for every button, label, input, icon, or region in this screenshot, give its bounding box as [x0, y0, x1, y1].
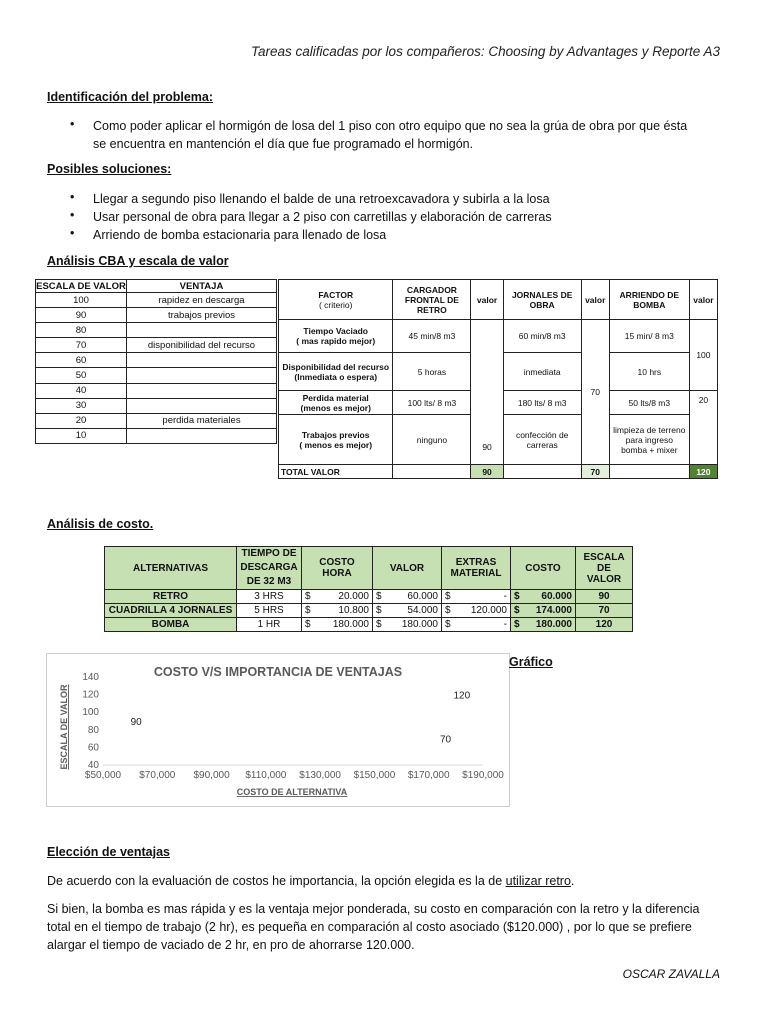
cba-factor-table	[278, 279, 718, 479]
x-tick-label: $50,000	[84, 770, 122, 781]
scale-cell: 120	[576, 618, 633, 632]
author-name: OSCAR ZAVALLA	[622, 967, 720, 981]
paragraph-line: alargar el tiempo de vaciado de 2 hr, en pro de ahorrarse 120.000.	[47, 938, 415, 952]
x-tick-label: $130,000	[299, 770, 342, 781]
advantage-text	[127, 353, 277, 368]
choice-heading: Elección de ventajas	[47, 845, 170, 859]
total-label: TOTAL VALOR	[279, 465, 393, 479]
table-row	[36, 308, 277, 323]
factor-cell: Trabajos previos ( menos es mejor)	[279, 415, 393, 465]
cost-cell: $ 60.000	[511, 590, 576, 604]
y-tick-label: 120	[82, 689, 99, 701]
solution-item: Usar personal de obra para llegar a 2 piso con carretillas y elaboración de carreras	[93, 210, 552, 224]
scale-value: 100	[36, 293, 127, 308]
choice-paragraph	[47, 900, 727, 954]
x-tick-label: $70,000	[139, 770, 176, 781]
extras-cell: $ -	[442, 618, 511, 632]
cba-heading: Análisis CBA y escala de valor	[47, 254, 229, 268]
problem-bullet-line1: Como poder aplicar el hormigón de losa del 1 piso con otro equipo que no sea la grúa de obra por que ésta	[93, 119, 688, 133]
alt-bomba-header: ARRIENDO DE BOMBA	[609, 280, 689, 320]
value-scale-table	[35, 279, 277, 444]
total-jornales: 70	[581, 465, 609, 479]
scale-cell: 70	[576, 604, 633, 618]
paragraph-line: total en el tiempo de trabajo (2 hr), es pequeña en comparación al costo asociado ($120.000) , por lo que se prefiere	[47, 920, 692, 934]
bomba-value-1: 100	[689, 320, 717, 391]
x-tick-label: $190,000	[462, 770, 504, 781]
advantage-text	[127, 383, 277, 398]
jornales-cell: inmediata	[503, 353, 581, 391]
bomba-cell: limpieza de terreno para ingreso bomba + mixer	[609, 415, 689, 465]
advantage-text	[127, 398, 277, 413]
bullet-icon: •	[70, 190, 75, 204]
bomba-value-2: 20	[689, 391, 717, 465]
scale-value: 30	[36, 398, 127, 413]
problem-bullet-line2: se encuentra en mantención el día que fue programado el hormigón.	[93, 137, 474, 151]
hour-cell: $ 10.800	[302, 604, 373, 618]
bomba-cell: 15 min/ 8 m3	[609, 320, 689, 353]
cost-cell: $ 174.000	[511, 604, 576, 618]
table-row	[36, 323, 277, 338]
data-label: 70	[440, 734, 452, 746]
col-header: ALTERNATIVAS	[105, 547, 237, 590]
value-cell: $ 60.000	[373, 590, 442, 604]
table-row	[36, 338, 277, 353]
table-row	[279, 320, 718, 353]
table-row	[36, 368, 277, 383]
retro-cell: 45 min/8 m3	[393, 320, 471, 353]
time-cell: 1 HR	[237, 618, 302, 632]
chart-ylabel: ESCALA DE VALOR	[59, 684, 69, 770]
value-cell: $ 54.000	[373, 604, 442, 618]
alt-jornales-header: JORNALES DE OBRA	[503, 280, 581, 320]
factor-header: FACTOR ( criterio)	[279, 280, 393, 320]
col-header: ESCALA DE VALOR	[576, 547, 633, 590]
retro-cell: 5 horas	[393, 353, 471, 391]
bullet-icon: •	[70, 226, 75, 240]
total-retro: 90	[471, 465, 503, 479]
factor-cell: Perdida material (menos es mejor)	[279, 391, 393, 415]
x-tick-label: $90,000	[193, 770, 230, 781]
scale-value: 50	[36, 368, 127, 383]
bomba-cell: 50 lts/8 m3	[609, 391, 689, 415]
time-cell: 5 HRS	[237, 604, 302, 618]
table-row	[36, 413, 277, 428]
cost-table	[104, 546, 633, 632]
scale-value: 90	[36, 308, 127, 323]
valor-header: valor	[689, 280, 717, 320]
jornales-cell: 60 min/8 m3	[503, 320, 581, 353]
advantage-header: VENTAJA	[127, 280, 277, 293]
bomba-cell: 10 hrs	[609, 353, 689, 391]
y-tick-label: 80	[87, 724, 99, 736]
advantage-text: trabajos previos	[127, 308, 277, 323]
grafico-label: Gráfico	[509, 655, 553, 669]
solution-item: Llegar a segundo piso llenando el balde de una retroexcavadora y subirla a la losa	[93, 192, 550, 206]
extras-cell: $ -	[442, 590, 511, 604]
alt-name: BOMBA	[105, 618, 237, 632]
valor-header: valor	[581, 280, 609, 320]
jornales-value: 70	[581, 320, 609, 465]
advantage-text	[127, 323, 277, 338]
valor-header: valor	[471, 280, 503, 320]
col-header: COSTO HORA	[302, 547, 373, 590]
col-header: VALOR	[373, 547, 442, 590]
extras-cell: $ 120.000	[442, 604, 511, 618]
cost-vs-advantage-chart	[46, 653, 510, 807]
col-header: EXTRAS MATERIAL	[442, 547, 511, 590]
col-header: COSTO	[511, 547, 576, 590]
factor-cell: Disponibilidad del recurso (Inmediata o espera)	[279, 353, 393, 391]
advantage-text: rapidez en descarga	[127, 293, 277, 308]
choice-line1: De acuerdo con la evaluación de costos he importancia, la opción elegida es la de utilizar retro.	[47, 874, 575, 888]
page-header: Tareas calificadas por los compañeros: Choosing by Advantages y Reporte A3	[250, 44, 720, 59]
data-label: 120	[453, 690, 471, 702]
advantage-text: disponibilidad del recurso	[127, 338, 277, 353]
alt-name: RETRO	[105, 590, 237, 604]
paragraph-line: Si bien, la bomba es mas rápida y es la ventaja mejor ponderada, su costo en comparación con la retro y la diferencia	[47, 902, 700, 916]
retro-cell: ninguno	[393, 415, 471, 465]
table-row	[105, 618, 633, 632]
data-label: 90	[130, 717, 142, 728]
value-cell: $ 180.000	[373, 618, 442, 632]
table-row	[36, 428, 277, 443]
bullet-icon: •	[70, 117, 75, 131]
scale-value: 10	[36, 428, 127, 443]
scale-value: 80	[36, 323, 127, 338]
x-tick-label: $170,000	[407, 770, 450, 781]
problem-heading: Identificación del problema:	[47, 90, 213, 104]
advantage-text	[127, 428, 277, 443]
time-cell: 3 HRS	[237, 590, 302, 604]
chart-xlabel: COSTO DE ALTERNATIVA	[236, 787, 348, 797]
table-row	[105, 590, 633, 604]
alt-name: CUADRILLA 4 JORNALES	[105, 604, 237, 618]
y-tick-label: 40	[87, 760, 99, 771]
table-row	[36, 353, 277, 368]
jornales-cell: confección de carreras	[503, 415, 581, 465]
scale-cell: 90	[576, 590, 633, 604]
hour-cell: $ 180.000	[302, 618, 373, 632]
hour-cell: $ 20.000	[302, 590, 373, 604]
jornales-cell: 180 lts/ 8 m3	[503, 391, 581, 415]
factor-cell: Tiempo Vaciado ( mas rapido mejor)	[279, 320, 393, 353]
retro-cell: 100 lts/ 8 m3	[393, 391, 471, 415]
solution-item: Arriendo de bomba estacionaria para llenado de losa	[93, 228, 387, 242]
scale-value: 60	[36, 353, 127, 368]
total-row	[279, 465, 718, 479]
cost-cell: $ 180.000	[511, 618, 576, 632]
table-row	[105, 604, 633, 618]
y-tick-label: 100	[82, 707, 99, 719]
total-bomba: 120	[689, 465, 717, 479]
solutions-heading: Posibles soluciones:	[47, 162, 172, 176]
x-tick-label: $110,000	[245, 770, 287, 781]
scale-value: 70	[36, 338, 127, 353]
y-tick-label: 60	[87, 742, 99, 754]
col-header: TIEMPO DE DESCARGA DE 32 M3	[237, 547, 302, 590]
retro-value: 90	[471, 320, 503, 465]
cost-heading: Análisis de costo.	[47, 517, 154, 531]
alt-retro-header: CARGADOR FRONTAL DE RETRO	[393, 280, 471, 320]
x-tick-label: $150,000	[353, 770, 396, 781]
advantage-text	[127, 368, 277, 383]
scale-value: 20	[36, 413, 127, 428]
table-row	[36, 383, 277, 398]
y-tick-label: 140	[82, 672, 99, 683]
chart-title: COSTO V/S IMPORTANCIA DE VENTAJAS	[153, 665, 403, 679]
choice-highlight: utilizar retro	[505, 874, 571, 888]
bullet-icon: •	[70, 208, 75, 222]
table-row	[36, 398, 277, 413]
table-row	[36, 293, 277, 308]
chart-svg	[47, 654, 509, 806]
scale-value: 40	[36, 383, 127, 398]
advantage-text: perdida materiales	[127, 413, 277, 428]
scale-header: ESCALA DE VALOR	[36, 280, 126, 292]
